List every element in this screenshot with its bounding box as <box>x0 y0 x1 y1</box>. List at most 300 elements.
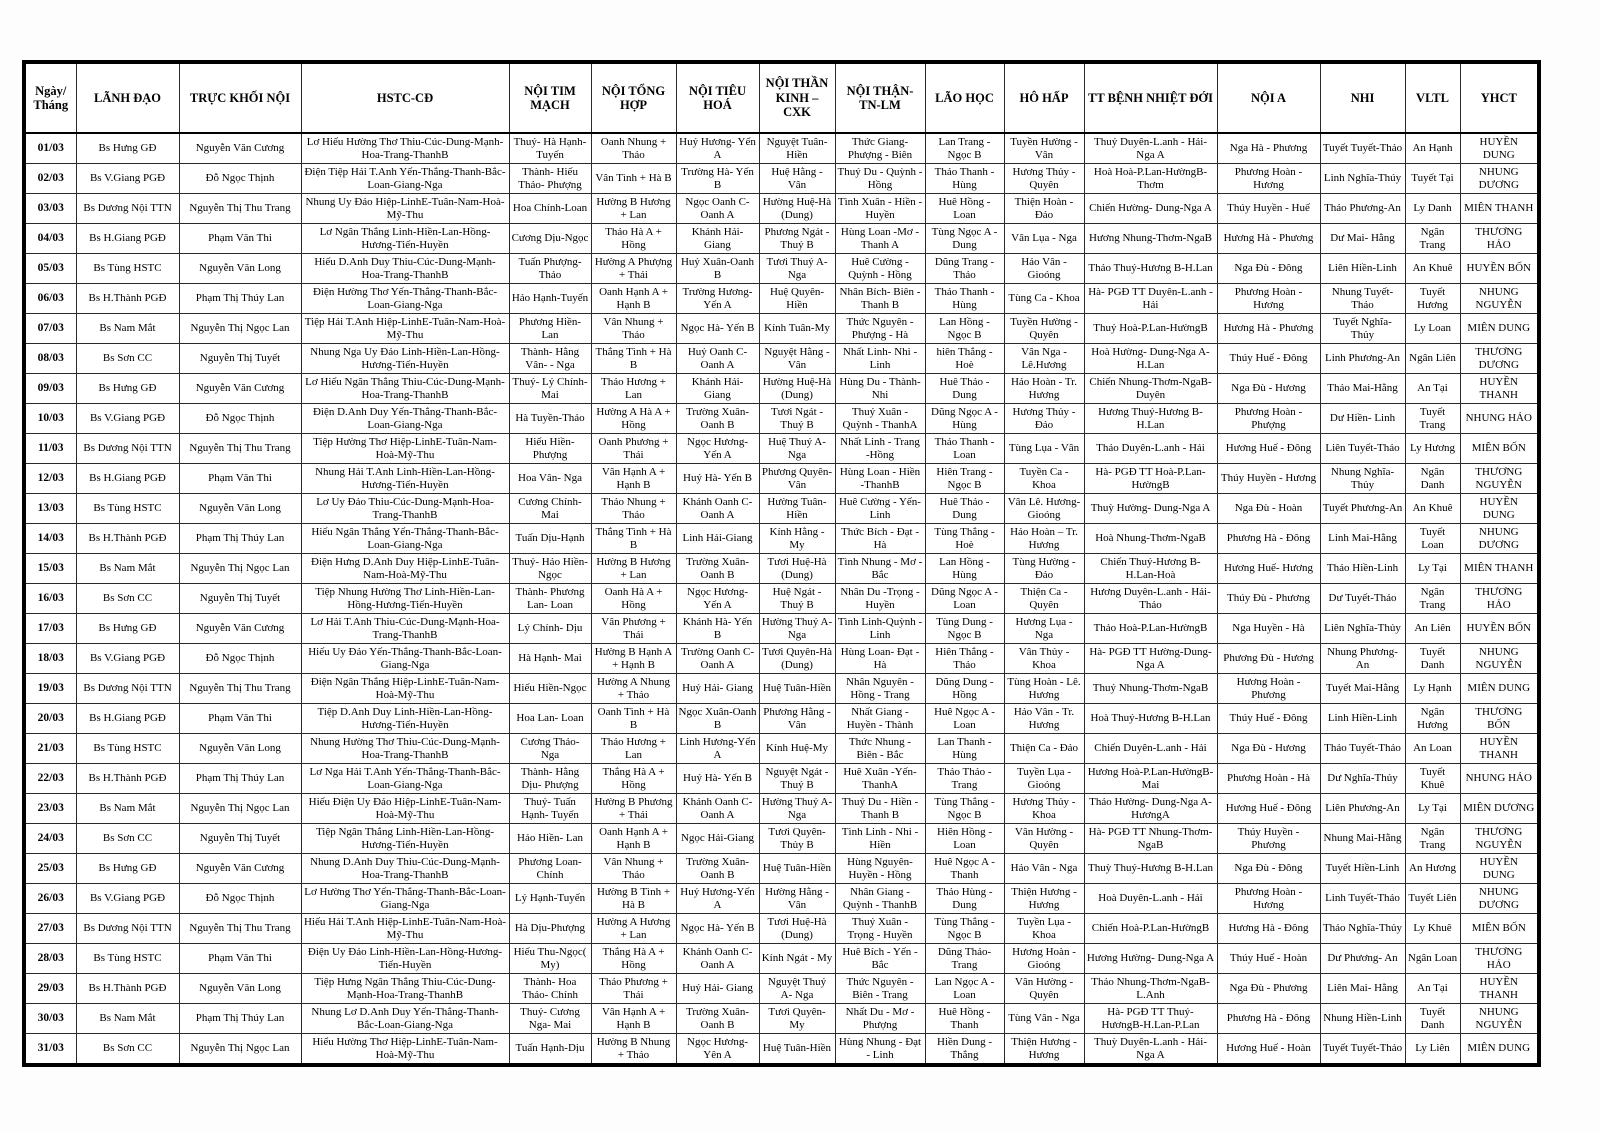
cell-noi_a: Thúy Huyền - Huế <box>1217 194 1320 224</box>
cell-internal_block: Nguyễn Thị Thu Trang <box>179 674 301 704</box>
cell-gastro: Ngọc Oanh C-Oanh A <box>676 194 759 224</box>
cell-nhi: Dư Phương- An <box>1320 944 1405 974</box>
cell-date: 22/03 <box>24 764 76 794</box>
cell-hstc: Tiệp Hải T.Anh Hiệp-LinhE-Tuân-Nam-Hoà-Mỹ-Thu <box>301 314 509 344</box>
cell-nephro: Nhất Linh- Nhi - Linh <box>835 344 925 374</box>
cell-date: 23/03 <box>24 794 76 824</box>
cell-date: 21/03 <box>24 734 76 764</box>
cell-tropical: Hương Hường- Dung-Nga A <box>1084 944 1217 974</box>
cell-general: Thắng Tình + Hà B <box>591 344 676 374</box>
cell-nhi: Thảo Tuyết-Thảo <box>1320 734 1405 764</box>
cell-nhi: Thảo Mai-Hằng <box>1320 374 1405 404</box>
cell-general: Oanh Hạnh A + Hạnh B <box>591 824 676 854</box>
cell-yhct: HUYỀN DUNG <box>1460 494 1539 524</box>
table-row <box>24 224 1539 254</box>
table-row <box>24 584 1539 614</box>
cell-noi_a: Nga Đù - Phương <box>1217 974 1320 1004</box>
cell-date: 30/03 <box>24 1004 76 1034</box>
cell-hstc: Hiếu Ngân Thắng Yến-Thắng-Thanh-Bắc-Loan-Giang-Nga <box>301 524 509 554</box>
cell-respiratory: Tùng Hường - Đảo <box>1004 554 1084 584</box>
cell-geriatric: Thảo Hùng - Dung <box>925 884 1004 914</box>
cell-geriatric: Thảo Thảo - Trang <box>925 764 1004 794</box>
cell-cardio: Cương Thảo-Nga <box>509 734 591 764</box>
table-row <box>24 314 1539 344</box>
cell-leader: Bs V.Giang PGĐ <box>76 164 179 194</box>
cell-vltl: Ngân Trang <box>1405 224 1460 254</box>
cell-neuro: Kính Ngát - My <box>759 944 835 974</box>
table-row <box>24 614 1539 644</box>
cell-noi_a: Nga Đù - Hoàn <box>1217 494 1320 524</box>
cell-leader: Bs Tùng HSTC <box>76 734 179 764</box>
cell-internal_block: Nguyễn Văn Cương <box>179 133 301 164</box>
cell-nephro: Nhân Du -Trọng - Huyền <box>835 584 925 614</box>
cell-geriatric: Lan Hồng - Hùng <box>925 554 1004 584</box>
cell-yhct: THƯƠNG BỐN <box>1460 704 1539 734</box>
cell-yhct: MIÊN DUNG <box>1460 1034 1539 1066</box>
cell-vltl: An Tại <box>1405 974 1460 1004</box>
cell-tropical: Hương Thuý-Hương B-H.Lan <box>1084 404 1217 434</box>
cell-yhct: NHUNG HẢO <box>1460 764 1539 794</box>
cell-gastro: Khánh Oanh C-Oanh A <box>676 494 759 524</box>
cell-date: 14/03 <box>24 524 76 554</box>
cell-yhct: MIÊN BỐN <box>1460 914 1539 944</box>
cell-yhct: HUYỀN THANH <box>1460 734 1539 764</box>
cell-respiratory: Hương Thủy - Quyên <box>1004 164 1084 194</box>
cell-general: Hường A Phượng + Thái <box>591 254 676 284</box>
cell-yhct: MIÊN BỐN <box>1460 434 1539 464</box>
cell-geriatric: Hiền Dung - Thắng <box>925 1034 1004 1066</box>
cell-vltl: Tuyết Danh <box>1405 644 1460 674</box>
table-row <box>24 344 1539 374</box>
cell-geriatric: Dũng Ngọc A - Loan <box>925 584 1004 614</box>
cell-nhi: Dư Nghĩa-Thủy <box>1320 764 1405 794</box>
cell-hstc: Lơ Uy Đảo Thiu-Cúc-Dung-Mạnh-Hoa-Trang-ThanhB <box>301 494 509 524</box>
cell-general: Hường B Phương + Thái <box>591 794 676 824</box>
cell-nephro: Thuý Xuân - Quỳnh - ThanhA <box>835 404 925 434</box>
cell-tropical: Thuỷ Duyên-L.anh - Hải-Nga A <box>1084 133 1217 164</box>
cell-internal_block: Phạm Thị Thúy Lan <box>179 764 301 794</box>
table-row <box>24 524 1539 554</box>
cell-tropical: Hà- PGĐ TT Hoà-P.Lan-HườngB <box>1084 464 1217 494</box>
cell-noi_a: Phương Hoàn - Hương <box>1217 164 1320 194</box>
cell-cardio: Cương Dịu-Ngọc <box>509 224 591 254</box>
cell-tropical: Chiến Thuý-Hương B-H.Lan-Hoà <box>1084 554 1217 584</box>
cell-gastro: Ngọc Hương-Yến A <box>676 584 759 614</box>
cell-vltl: Tuyết Tại <box>1405 164 1460 194</box>
table-row <box>24 794 1539 824</box>
cell-hstc: Tiệp Ngân Thắng Linh-Hiền-Lan-Hồng-Hương-Tiến-Huyền <box>301 824 509 854</box>
table-row <box>24 944 1539 974</box>
cell-yhct: NHUNG NGUYỄN <box>1460 284 1539 314</box>
cell-vltl: Ly Tại <box>1405 554 1460 584</box>
cell-respiratory: Vân Nga - Lê.Hương <box>1004 344 1084 374</box>
cell-neuro: Huệ Ngát - Thuý B <box>759 584 835 614</box>
cell-respiratory: Hương Thủy - Đảo <box>1004 404 1084 434</box>
cell-neuro: Tươi Huệ-Hà (Dung) <box>759 914 835 944</box>
cell-neuro: Kính Hằng - My <box>759 524 835 554</box>
cell-noi_a: Phương Hoàn - Hương <box>1217 284 1320 314</box>
cell-nephro: Thuý Xuân - Trọng - Huyền <box>835 914 925 944</box>
table-row <box>24 644 1539 674</box>
cell-leader: Bs Sơn CC <box>76 1034 179 1066</box>
column-header-noi_a: NỘI A <box>1217 62 1320 133</box>
cell-nephro: Huê Cường - Yến- Linh <box>835 494 925 524</box>
cell-internal_block: Nguyễn Thị Ngọc Lan <box>179 554 301 584</box>
cell-vltl: Ly Hạnh <box>1405 674 1460 704</box>
cell-gastro: Huỷ Hà- Yến B <box>676 464 759 494</box>
cell-nhi: Liên Tuyết-Thảo <box>1320 434 1405 464</box>
cell-gastro: Trường Xuân-Oanh B <box>676 854 759 884</box>
cell-vltl: Ly Liên <box>1405 1034 1460 1066</box>
cell-date: 09/03 <box>24 374 76 404</box>
cell-noi_a: Hương Huế - Đông <box>1217 434 1320 464</box>
cell-nephro: Thuý Du - Quỳnh - Hồng <box>835 164 925 194</box>
cell-yhct: MIÊN DƯƠNG <box>1460 794 1539 824</box>
cell-vltl: Tuyết Danh <box>1405 1004 1460 1034</box>
cell-tropical: Hoà Hường- Dung-Nga A-H.Lan <box>1084 344 1217 374</box>
cell-hstc: Nhung Lơ D.Anh Duy Yến-Thắng-Thanh-Bắc-Loan-Giang-Nga <box>301 1004 509 1034</box>
cell-internal_block: Đỗ Ngọc Thịnh <box>179 404 301 434</box>
cell-hstc: Nhung Uy Đảo Hiệp-LinhE-Tuân-Nam-Hoà-Mỹ-Thu <box>301 194 509 224</box>
cell-cardio: Phương Hiền-Lan <box>509 314 591 344</box>
cell-cardio: Hảo Hiền- Lan <box>509 824 591 854</box>
cell-cardio: Hiếu Hiền-Phượng <box>509 434 591 464</box>
cell-vltl: An Hương <box>1405 854 1460 884</box>
cell-nhi: Tuyết Nghĩa-Thủy <box>1320 314 1405 344</box>
cell-neuro: Hường Hằng -Vân <box>759 884 835 914</box>
cell-vltl: Tuyết Loan <box>1405 524 1460 554</box>
cell-yhct: THƯƠNG NGUYỄN <box>1460 824 1539 854</box>
cell-noi_a: Thúy Huyền - Phương <box>1217 824 1320 854</box>
cell-nephro: Huê Bích - Yến - Bắc <box>835 944 925 974</box>
cell-leader: Bs H.Thành PGĐ <box>76 524 179 554</box>
cell-vltl: Ngân Danh <box>1405 464 1460 494</box>
cell-date: 10/03 <box>24 404 76 434</box>
cell-leader: Bs Tùng HSTC <box>76 494 179 524</box>
cell-nephro: Tình Xuân - Hiền - Huyền <box>835 194 925 224</box>
cell-geriatric: Lan Hồng - Ngọc B <box>925 314 1004 344</box>
cell-tropical: Thuỷ Hoà-P.Lan-HườngB <box>1084 314 1217 344</box>
cell-respiratory: Tuyền Lụa - Khoa <box>1004 914 1084 944</box>
cell-internal_block: Phạm Văn Thi <box>179 224 301 254</box>
cell-neuro: Huệ Thuý A-Nga <box>759 434 835 464</box>
cell-general: Thắng Hà A + Hồng <box>591 764 676 794</box>
cell-leader: Bs Dương Nội TTN <box>76 914 179 944</box>
cell-vltl: An Loan <box>1405 734 1460 764</box>
header-row <box>24 62 1539 133</box>
cell-geriatric: Thảo Thanh - Hùng <box>925 164 1004 194</box>
table-row <box>24 854 1539 884</box>
cell-respiratory: Hảo Vân - Nga <box>1004 854 1084 884</box>
table-row <box>24 674 1539 704</box>
cell-respiratory: Thiện Ca - Quyên <box>1004 584 1084 614</box>
cell-hstc: Điện Hưng D.Anh Duy Hiệp-LinhE-Tuân-Nam-Hoà-Mỹ-Thu <box>301 554 509 584</box>
column-header-cardio: NỘI TIM MẠCH <box>509 62 591 133</box>
cell-nephro: Nhân Giang - Quỳnh - ThanhB <box>835 884 925 914</box>
table-row <box>24 884 1539 914</box>
cell-geriatric: Huê Hồng - Loan <box>925 194 1004 224</box>
cell-hstc: Nhung D.Anh Duy Thiu-Cúc-Dung-Mạnh-Hoa-Trang-ThanhB <box>301 854 509 884</box>
column-header-leader: LÃNH ĐẠO <box>76 62 179 133</box>
table-row <box>24 464 1539 494</box>
cell-general: Thắng Hà A + Hồng <box>591 944 676 974</box>
cell-general: Hường A Hương + Lan <box>591 914 676 944</box>
cell-geriatric: Huê Hồng - Thanh <box>925 1004 1004 1034</box>
cell-general: Vân Hạnh A + Hạnh B <box>591 1004 676 1034</box>
cell-leader: Bs Hưng GĐ <box>76 854 179 884</box>
cell-gastro: Khánh Oanh C-Oanh A <box>676 944 759 974</box>
cell-nephro: Nhất Du - Mơ - Phượng <box>835 1004 925 1034</box>
cell-leader: Bs H.Giang PGĐ <box>76 704 179 734</box>
cell-neuro: Nguyệt Tuân-Hiền <box>759 133 835 164</box>
table-row <box>24 194 1539 224</box>
cell-noi_a: Hương Hà - Phương <box>1217 224 1320 254</box>
cell-general: Hường B Hạnh A + Hạnh B <box>591 644 676 674</box>
cell-vltl: An Liên <box>1405 614 1460 644</box>
cell-gastro: Trường Xuân-Oanh B <box>676 404 759 434</box>
cell-general: Hường B Nhung + Thảo <box>591 1034 676 1066</box>
cell-neuro: Huệ Tuân-Hiền <box>759 674 835 704</box>
cell-hstc: Điện Uy Đảo Linh-Hiền-Lan-Hồng-Hương-Tiến-Huyền <box>301 944 509 974</box>
cell-nhi: Nhung Mai-Hằng <box>1320 824 1405 854</box>
cell-cardio: Thuý- Lý Chính- Mai <box>509 374 591 404</box>
cell-leader: Bs Nam Mắt <box>76 554 179 584</box>
cell-tropical: Chiến Duyên-L.anh - Hải <box>1084 734 1217 764</box>
cell-nephro: Hùng Loan - Hiền -ThanhB <box>835 464 925 494</box>
cell-tropical: Chiến Hoà-P.Lan-HườngB <box>1084 914 1217 944</box>
cell-gastro: Trường Hà- Yến B <box>676 164 759 194</box>
cell-respiratory: Tuyền Ca - Khoa <box>1004 464 1084 494</box>
cell-general: Thắng Tình + Hà B <box>591 524 676 554</box>
cell-cardio: Thuý- Hảo Hiền- Ngọc <box>509 554 591 584</box>
cell-leader: Bs Dương Nội TTN <box>76 194 179 224</box>
cell-hstc: Lơ Nga Hải T.Anh Yến-Thắng-Thanh-Bắc-Loan-Giang-Nga <box>301 764 509 794</box>
cell-tropical: Chiến Hường- Dung-Nga A <box>1084 194 1217 224</box>
cell-cardio: Hoa Vân- Nga <box>509 464 591 494</box>
cell-respiratory: Hảo Hoàn - Tr. Hương <box>1004 374 1084 404</box>
cell-general: Hường B Hương + Lan <box>591 554 676 584</box>
cell-date: 04/03 <box>24 224 76 254</box>
cell-noi_a: Phương Hoàn - Hà <box>1217 764 1320 794</box>
cell-internal_block: Đỗ Ngọc Thịnh <box>179 884 301 914</box>
cell-geriatric: Dũng Ngọc A - Hùng <box>925 404 1004 434</box>
cell-tropical: Hương Nhung-Thơm-NgaB <box>1084 224 1217 254</box>
cell-cardio: Phương Loan-Chính <box>509 854 591 884</box>
table-row <box>24 824 1539 854</box>
cell-yhct: HUYỀN DUNG <box>1460 854 1539 884</box>
cell-nephro: Tình Nhung - Mơ - Bắc <box>835 554 925 584</box>
cell-neuro: Huệ Tuân-Hiền <box>759 1034 835 1066</box>
cell-cardio: Cương Chính-Mai <box>509 494 591 524</box>
cell-geriatric: Tùng Thắng - Ngọc B <box>925 794 1004 824</box>
cell-yhct: THƯƠNG DƯƠNG <box>1460 344 1539 374</box>
cell-respiratory: Hảo Hoàn – Tr. Hương <box>1004 524 1084 554</box>
cell-respiratory: Tuyền Hường - Vân <box>1004 133 1084 164</box>
table-row <box>24 254 1539 284</box>
schedule-table <box>22 60 1541 1067</box>
cell-general: Vân Nhung + Thảo <box>591 854 676 884</box>
cell-tropical: Thảo Thuý-Hương B-H.Lan <box>1084 254 1217 284</box>
cell-nhi: Tuyết Tuyết-Thảo <box>1320 133 1405 164</box>
cell-yhct: THƯƠNG HẢO <box>1460 584 1539 614</box>
cell-hstc: Nhung Nga Uy Đảo Linh-Hiền-Lan-Hồng-Hương-Tiến-Huyền <box>301 344 509 374</box>
column-header-internal_block: TRỰC KHỐI NỘI <box>179 62 301 133</box>
cell-neuro: Hường Thuý A- Nga <box>759 794 835 824</box>
cell-hstc: Tiệp Hưng Ngân Thắng Thiu-Cúc-Dung-Mạnh-Hoa-Trang-ThanhB <box>301 974 509 1004</box>
cell-vltl: Tuyết Khuê <box>1405 764 1460 794</box>
cell-date: 29/03 <box>24 974 76 1004</box>
cell-date: 05/03 <box>24 254 76 284</box>
cell-yhct: THƯƠNG HẢO <box>1460 224 1539 254</box>
cell-date: 16/03 <box>24 584 76 614</box>
cell-nephro: Thức Bích - Đạt - Hà <box>835 524 925 554</box>
cell-general: Hường A Nhung + Thảo <box>591 674 676 704</box>
cell-nephro: Hùng Loan -Mơ - Thanh A <box>835 224 925 254</box>
cell-vltl: Tuyết Trang <box>1405 404 1460 434</box>
cell-respiratory: Vân Lụa - Nga <box>1004 224 1084 254</box>
cell-tropical: Thuỳ Hường- Dung-Nga A <box>1084 494 1217 524</box>
table-row <box>24 554 1539 584</box>
cell-date: 31/03 <box>24 1034 76 1066</box>
cell-cardio: Hà Tuyền-Thảo <box>509 404 591 434</box>
cell-geriatric: Hiên Thắng - Thảo <box>925 644 1004 674</box>
table-row <box>24 1004 1539 1034</box>
cell-nephro: Huê Cường - Quỳnh - Hồng <box>835 254 925 284</box>
cell-nephro: Tình Linh - Nhi - Hiền <box>835 824 925 854</box>
column-header-nhi: NHI <box>1320 62 1405 133</box>
cell-gastro: Khánh Oanh C-Oanh A <box>676 794 759 824</box>
cell-cardio: Hoa Chính-Loan <box>509 194 591 224</box>
cell-respiratory: Tuyền Lụa - Gioóng <box>1004 764 1084 794</box>
cell-cardio: Hảo Hạnh-Tuyến <box>509 284 591 314</box>
cell-respiratory: Thiện Ca - Đảo <box>1004 734 1084 764</box>
cell-noi_a: Nga Đù - Đông <box>1217 254 1320 284</box>
cell-respiratory: Hương Lụa - Nga <box>1004 614 1084 644</box>
cell-internal_block: Nguyễn Thị Thu Trang <box>179 434 301 464</box>
cell-internal_block: Phạm Thị Thúy Lan <box>179 524 301 554</box>
cell-gastro: Khánh Hải-Giang <box>676 374 759 404</box>
cell-internal_block: Phạm Thị Thúy Lan <box>179 1004 301 1034</box>
cell-hstc: Hiếu Uy Đảo Yến-Thắng-Thanh-Bắc-Loan-Giang-Nga <box>301 644 509 674</box>
cell-neuro: Tươi Ngát - Thuý B <box>759 404 835 434</box>
cell-yhct: NHUNG HẢO <box>1460 404 1539 434</box>
cell-nhi: Dư Mai- Hằng <box>1320 224 1405 254</box>
cell-tropical: Thảo Hoà-P.Lan-HườngB <box>1084 614 1217 644</box>
cell-leader: Bs Nam Mắt <box>76 314 179 344</box>
cell-tropical: Thảo Nhung-Thơm-NgaB-L.Anh <box>1084 974 1217 1004</box>
cell-nhi: Thảo Nghĩa-Thủy <box>1320 914 1405 944</box>
cell-geriatric: Tùng Ngọc A - Dung <box>925 224 1004 254</box>
cell-vltl: Ly Danh <box>1405 194 1460 224</box>
cell-gastro: Huỷ Oanh C-Oanh A <box>676 344 759 374</box>
cell-noi_a: Hương Huế- Hương <box>1217 554 1320 584</box>
cell-yhct: THƯƠNG NGUYỄN <box>1460 464 1539 494</box>
cell-nhi: Nhung Nghĩa-Thủy <box>1320 464 1405 494</box>
cell-noi_a: Nga Đù - Đông <box>1217 854 1320 884</box>
cell-date: 06/03 <box>24 284 76 314</box>
cell-nhi: Tuyết Tuyết-Thảo <box>1320 1034 1405 1066</box>
cell-nhi: Tuyết Hiền-Linh <box>1320 854 1405 884</box>
cell-vltl: An Hạnh <box>1405 133 1460 164</box>
cell-tropical: Hương Duyên-L.anh - Hải-Thảo <box>1084 584 1217 614</box>
cell-geriatric: Dũng Trang - Thảo <box>925 254 1004 284</box>
cell-geriatric: Hiên Trang - Ngọc B <box>925 464 1004 494</box>
cell-internal_block: Nguyễn Thị Tuyết <box>179 824 301 854</box>
cell-nhi: Linh Tuyết-Thảo <box>1320 884 1405 914</box>
cell-vltl: Ly Tại <box>1405 794 1460 824</box>
cell-cardio: Hà Hạnh- Mai <box>509 644 591 674</box>
cell-nephro: Nhân Nguyên - Hồng - Trang <box>835 674 925 704</box>
cell-neuro: Huệ Hằng - Vân <box>759 164 835 194</box>
cell-neuro: Tươi Huệ-Hà (Dung) <box>759 554 835 584</box>
cell-respiratory: Vân Hường - Quyên <box>1004 824 1084 854</box>
cell-geriatric: Huê Ngọc A - Loan <box>925 704 1004 734</box>
table-row <box>24 1034 1539 1066</box>
cell-noi_a: Thúy Huế - Đông <box>1217 344 1320 374</box>
cell-cardio: Hiếu Hiền-Ngọc <box>509 674 591 704</box>
table-row <box>24 434 1539 464</box>
cell-cardio: Thuý- Cương Nga- Mai <box>509 1004 591 1034</box>
cell-hstc: Tiệp D.Anh Duy Linh-Hiền-Lan-Hồng-Hương-Tiến-Huyền <box>301 704 509 734</box>
cell-geriatric: hiên Thắng - Hoè <box>925 344 1004 374</box>
cell-yhct: MIÊN THANH <box>1460 554 1539 584</box>
cell-nephro: Huê Xuân -Yến- ThanhA <box>835 764 925 794</box>
cell-vltl: Ly Khuê <box>1405 914 1460 944</box>
cell-nephro: Thức Giang-Phượng - Biên <box>835 133 925 164</box>
cell-nephro: Thức Nguyên - Biên - Trang <box>835 974 925 1004</box>
cell-yhct: MIÊN DUNG <box>1460 314 1539 344</box>
cell-gastro: Ngọc Hương-Yến A <box>676 434 759 464</box>
cell-cardio: Tuấn Dịu-Hạnh <box>509 524 591 554</box>
cell-nephro: Thuý Du - Hiền -Thanh B <box>835 794 925 824</box>
cell-vltl: An Khuê <box>1405 254 1460 284</box>
cell-general: Thảo Hà A + Hồng <box>591 224 676 254</box>
cell-cardio: Lý Chính- Dịu <box>509 614 591 644</box>
cell-general: Hường A Hà A + Hồng <box>591 404 676 434</box>
cell-tropical: Thuỷ Nhung-Thơm-NgaB <box>1084 674 1217 704</box>
cell-leader: Bs Tùng HSTC <box>76 944 179 974</box>
cell-neuro: Kính Tuân-My <box>759 314 835 344</box>
cell-internal_block: Nguyễn Thị Tuyết <box>179 344 301 374</box>
cell-yhct: NHUNG DƯƠNG <box>1460 524 1539 554</box>
cell-noi_a: Hương Hoàn - Phương <box>1217 674 1320 704</box>
cell-nhi: Liên Nghĩa-Thủy <box>1320 614 1405 644</box>
cell-cardio: Thành- Hằng Vân- - Nga <box>509 344 591 374</box>
cell-geriatric: Thảo Thanh - Hùng <box>925 284 1004 314</box>
cell-cardio: Thuý- Tuấn Hạnh- Tuyến <box>509 794 591 824</box>
cell-date: 02/03 <box>24 164 76 194</box>
cell-respiratory: Hương Thủy - Khoa <box>1004 794 1084 824</box>
cell-hstc: Hiếu Điện Uy Đảo Hiệp-LinhE-Tuân-Nam-Hoà-Mỹ-Thu <box>301 794 509 824</box>
cell-date: 15/03 <box>24 554 76 584</box>
cell-hstc: Nhung Hường Thơ Thiu-Cúc-Dung-Mạnh-Hoa-Trang-ThanhB <box>301 734 509 764</box>
cell-date: 19/03 <box>24 674 76 704</box>
cell-cardio: Thành- Phương Lan- Loan <box>509 584 591 614</box>
cell-internal_block: Nguyễn Văn Long <box>179 494 301 524</box>
cell-hstc: Tiệp Hường Thơ Hiệp-LinhE-Tuân-Nam-Hoà-Mỹ-Thu <box>301 434 509 464</box>
cell-neuro: Tươi Quyên-Thủy B <box>759 824 835 854</box>
cell-yhct: MIÊN THANH <box>1460 194 1539 224</box>
cell-internal_block: Nguyễn Thị Ngọc Lan <box>179 314 301 344</box>
cell-internal_block: Nguyễn Văn Long <box>179 254 301 284</box>
cell-respiratory: Tùng Lụa - Vân <box>1004 434 1084 464</box>
cell-general: Oanh Tình + Hà B <box>591 704 676 734</box>
cell-yhct: NHUNG NGUYỄN <box>1460 644 1539 674</box>
table-row <box>24 284 1539 314</box>
cell-general: Hường B Hương + Lan <box>591 194 676 224</box>
cell-nephro: Tình Linh-Quỳnh -Linh <box>835 614 925 644</box>
cell-noi_a: Nga Hà - Phương <box>1217 133 1320 164</box>
